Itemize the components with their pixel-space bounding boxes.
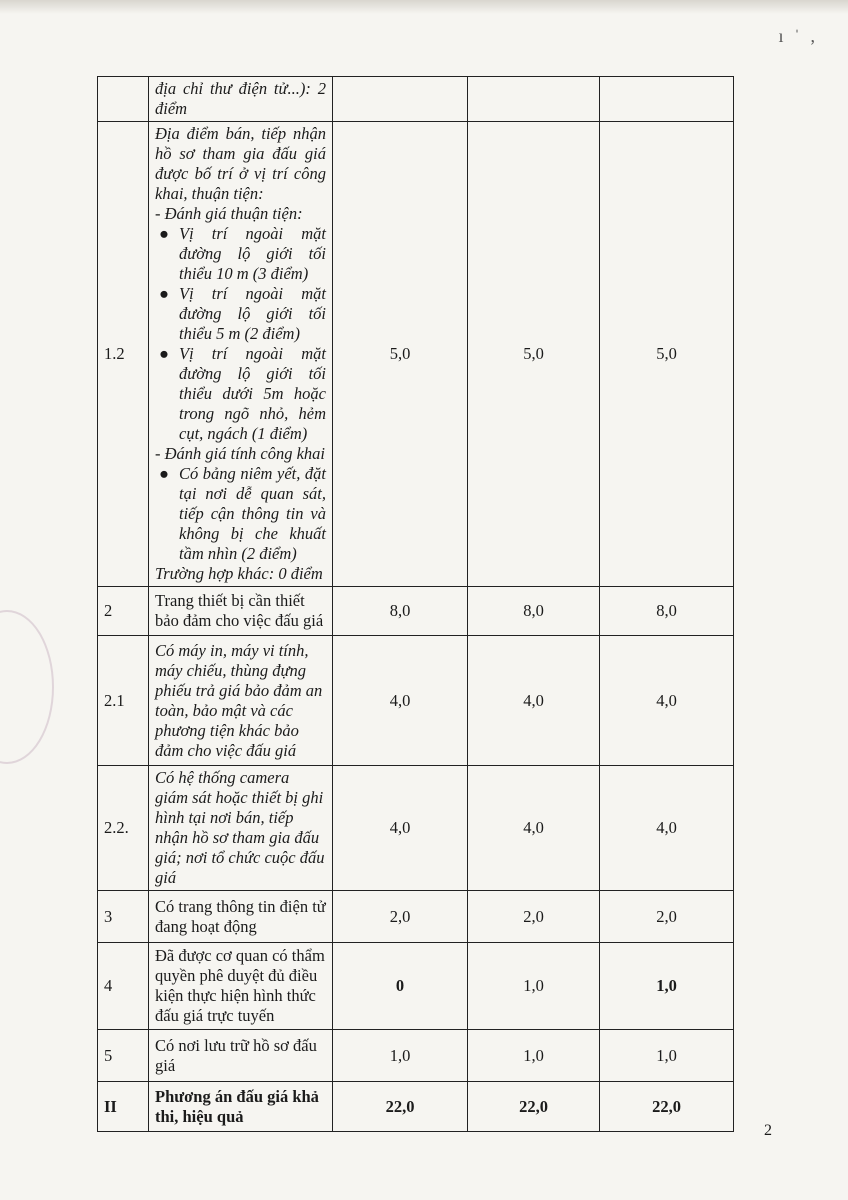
list-item: ● Vị trí ngoài mặt đường lộ giới tối thiểu 5 m (2 điểm): [159, 284, 326, 343]
row-number: II: [98, 1082, 149, 1132]
page-number: 2: [764, 1122, 772, 1139]
criteria-text: Có trang thông tin điện tử đang hoạt động: [149, 891, 333, 943]
score-cell: 4,0: [468, 766, 600, 891]
bullet-list: [155, 224, 326, 444]
score-cell: 8,0: [333, 587, 468, 636]
criteria-text: địa chỉ thư điện tử...): 2 điểm: [149, 77, 333, 122]
score-cell: 5,0: [468, 122, 600, 587]
score-cell: 5,0: [600, 122, 734, 587]
score-cell: 4,0: [600, 636, 734, 766]
criteria-text: Có nơi lưu trữ hồ sơ đấu giá: [149, 1030, 333, 1082]
table-row: [98, 636, 734, 766]
score-cell: 4,0: [333, 766, 468, 891]
score-cell: 4,0: [468, 636, 600, 766]
table-row: [98, 766, 734, 891]
table-row: [98, 122, 734, 587]
criteria-text: Có máy in, máy vi tính, máy chiếu, thùng đựng phiếu trả giá bảo đảm an toàn, bảo mật và các phương tiện khác bảo đảm cho việc đấu giá: [149, 636, 333, 766]
score-cell: 4,0: [600, 766, 734, 891]
table-row: [98, 77, 734, 122]
criteria-text: Phương án đấu giá khả thi, hiệu quả: [149, 1082, 333, 1132]
score-cell: 8,0: [468, 587, 600, 636]
list-item: ● Có bảng niêm yết, đặt tại nơi dễ quan sát, tiếp cận thông tin và không bị che khuất tầm nhìn (2 điểm): [159, 464, 326, 563]
score-cell: 0: [333, 943, 468, 1030]
row-number: 1.2: [98, 122, 149, 587]
score-cell: 1,0: [600, 1030, 734, 1082]
list-item: ● Vị trí ngoài mặt đường lộ giới tối thiểu dưới 5m hoặc trong ngõ nhỏ, hẻm cụt, ngách (1 điểm): [159, 344, 326, 443]
criteria-text: Có hệ thống camera giám sát hoặc thiết bị ghi hình tại nơi bán, tiếp nhận hồ sơ tham gia đấu giá; nơi tổ chức cuộc đấu giá: [149, 766, 333, 891]
table-row: [98, 943, 734, 1030]
table-row: [98, 1082, 734, 1132]
criteria-text: Địa điểm bán, tiếp nhận hồ sơ tham gia đấu giá được bố trí ở vị trí công khai, thuận tiện: - Đánh giá thuận tiện: ● Vị trí ngoài mặt đường lộ giới tối thiểu 10 m (3 điểm) ● Vị trí ngoài mặt đường lộ giới tối thiểu 5 m (2 điểm) ● Vị trí ngoài mặt đường lộ giới tối thiểu dưới 5m hoặc trong ngõ nhỏ, hẻm cụt, ngách (1 điểm) - Đánh giá tính công khai ● Có bảng niêm yết, đặt tại nơi dễ quan sát, tiếp cận thông tin và không bị che khuất tầm nhìn (2 điểm) Trường hợp khác: 0 điểm: [149, 122, 333, 587]
score-cell: 2,0: [600, 891, 734, 943]
score-cell: 1,0: [333, 1030, 468, 1082]
table-row: [98, 891, 734, 943]
table-row: [98, 587, 734, 636]
evaluation-table: [97, 76, 734, 1132]
list-item: ● Vị trí ngoài mặt đường lộ giới tối thiểu 10 m (3 điểm): [159, 224, 326, 283]
score-cell: 8,0: [600, 587, 734, 636]
stamp-mark: [0, 610, 54, 764]
bullet-list: [155, 464, 326, 564]
criteria-text: Đã được cơ quan có thẩm quyền phê duyệt đủ điều kiện thực hiện hình thức đấu giá trực tuyến: [149, 943, 333, 1030]
score-cell: 22,0: [333, 1082, 468, 1132]
scan-edge: [0, 0, 848, 14]
row-number: 2.1: [98, 636, 149, 766]
criteria-text: Trang thiết bị cần thiết bảo đảm cho việc đấu giá: [149, 587, 333, 636]
score-cell: 22,0: [468, 1082, 600, 1132]
score-cell: 5,0: [333, 122, 468, 587]
row-number: 5: [98, 1030, 149, 1082]
score-cell: 1,0: [468, 1030, 600, 1082]
score-cell: 22,0: [600, 1082, 734, 1132]
row-number: 2: [98, 587, 149, 636]
score-cell: 1,0: [468, 943, 600, 1030]
score-cell: 2,0: [468, 891, 600, 943]
table-row: [98, 1030, 734, 1082]
score-cell: 1,0: [600, 943, 734, 1030]
row-number: 4: [98, 943, 149, 1030]
score-cell: 4,0: [333, 636, 468, 766]
row-number: 3: [98, 891, 149, 943]
row-number: 2.2.: [98, 766, 149, 891]
corner-scan-mark: ı ˈ ,: [778, 26, 818, 46]
score-cell: 2,0: [333, 891, 468, 943]
